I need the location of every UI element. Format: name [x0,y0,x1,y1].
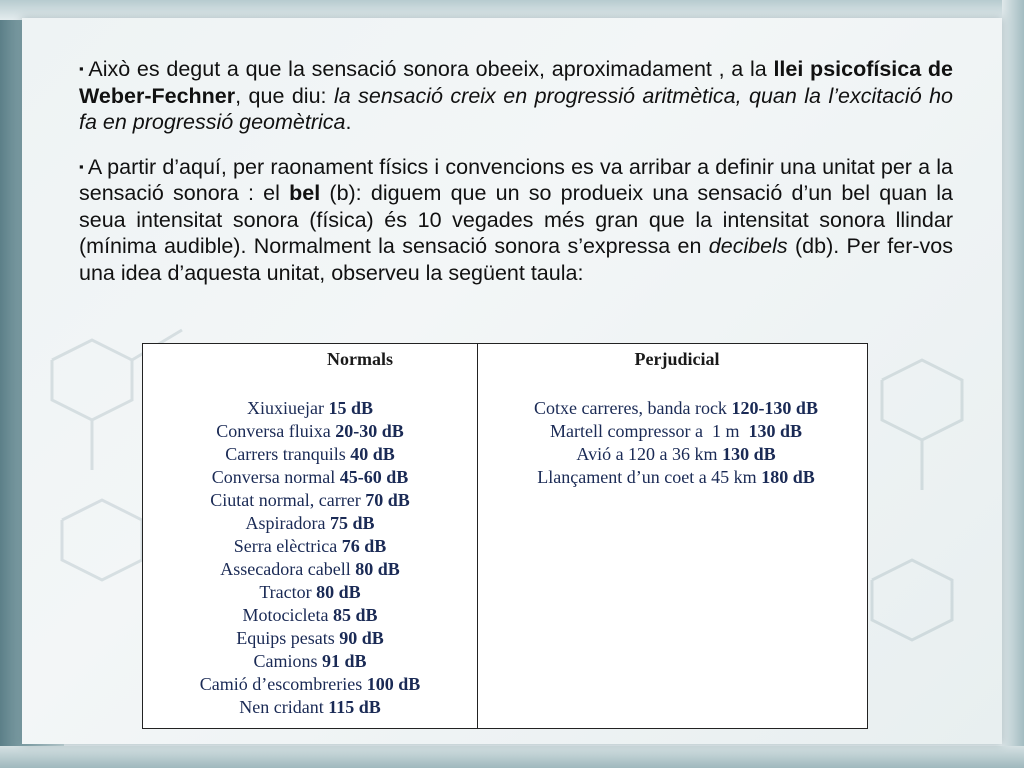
row-label: Cotxe carreres, banda rock [534,398,727,418]
p2-text-3: (db). Per fer-vos una idea d’aquesta unitat, observeu la següent taula: [79,234,954,285]
row-label: Ciutat normal, carrer [210,490,361,510]
table-row [485,420,867,443]
row-value: 70 dB [365,490,410,510]
perjudicial-rows [477,397,867,489]
row-label: Martell compressor a 1 m [550,421,744,441]
row-label: Conversa normal [211,467,336,487]
row-value: 85 dB [332,605,378,625]
row-value: 75 dB [329,513,375,533]
table-row [143,443,477,466]
table-row [143,535,477,558]
body-text [79,56,953,286]
row-value: 130 dB [722,444,776,464]
row-label: Assecadora cabell [220,559,351,579]
p1-italic-quote: la sensació creix en progressió aritmètica, quan la l’excitació ho fa en progressió geomètrica [79,83,953,134]
bullet-icon: ▪ [79,61,85,76]
row-label: Camió d’escombreries [199,674,363,694]
table-row [143,466,477,489]
table-row [143,696,477,719]
background-top-gradient [0,0,1024,20]
table-row [143,420,477,443]
table-row [143,673,477,696]
table-row [143,627,477,650]
paragraph-weber-fechner [79,56,953,136]
p2-italic-decibels: decibels [708,234,788,258]
p2-text-1: A partir d’aquí, per raonament físics i convencions es va arribar a definir una unitat per a la sensació sonora : el [79,154,953,205]
row-value: 76 dB [341,536,387,556]
row-value: 20-30 dB [335,421,404,441]
table-row [143,604,477,627]
table-row [143,512,477,535]
p2-bold-bel: bel [289,181,321,205]
p1-text-3: . [345,110,352,134]
row-label: Motocicleta [242,605,329,625]
normals-rows [143,397,477,719]
row-label: Aspiradora [245,513,326,533]
table-row [143,397,477,420]
background-right-gradient [1002,0,1024,768]
bullet-icon: ▪ [79,158,84,174]
row-label: Llançament d’un coet a 45 km [537,467,757,487]
table-row [485,397,867,420]
table-row [143,650,477,673]
row-label: Tractor [259,582,312,602]
row-label: Camions [253,651,318,671]
paragraph-bel-definition [79,154,953,287]
row-label: Serra elèctrica [233,536,338,556]
column-normals [143,344,478,728]
p2-text-2: (b): diguem que un so produeix una sensació d’un bel quan la seua intensitat sonora (física) és 10 vegades més gran que la intensitat sonora llindar (mínima audible). Normalment la sensació sonora s’expressa en [79,181,953,258]
p1-bold-law: llei psicofísica de Weber-Fechner [79,57,954,108]
row-value: 100 dB [366,674,421,694]
row-value: 80 dB [316,582,361,602]
row-value: 120-130 dB [731,398,818,418]
row-label: Nen cridant [239,697,324,717]
row-value: 80 dB [355,559,400,579]
row-label: Carrers tranquils [225,444,346,464]
row-value: 90 dB [339,628,384,648]
sound-level-table [142,343,868,729]
row-label: Xiuxiuejar [246,398,324,418]
row-label: Avió a 120 a 36 km [576,444,718,464]
row-value: 45-60 dB [339,467,409,487]
p1-text-2: , que diu: [235,83,334,108]
row-value: 91 dB [321,651,367,671]
column-perjudicial [477,344,867,728]
table-row [143,489,477,512]
column-header-normals: Normals [327,349,393,369]
background-bottom-gradient [0,746,1024,768]
row-value: 15 dB [328,398,373,418]
p1-text-1: Això es degut a que la sensació sonora obeeix, aproximadament , a la [88,57,774,81]
table-row [143,581,477,604]
row-value: 115 dB [328,697,381,717]
table-row [485,443,867,466]
row-label: Conversa fluixa [216,421,331,441]
table-row [143,558,477,581]
row-value: 130 dB [748,421,802,441]
row-value: 180 dB [761,467,815,487]
row-label: Equips pesats [236,628,335,648]
table-row [485,466,867,489]
column-header-perjudicial: Perjudicial [634,349,720,369]
row-value: 40 dB [350,444,395,464]
